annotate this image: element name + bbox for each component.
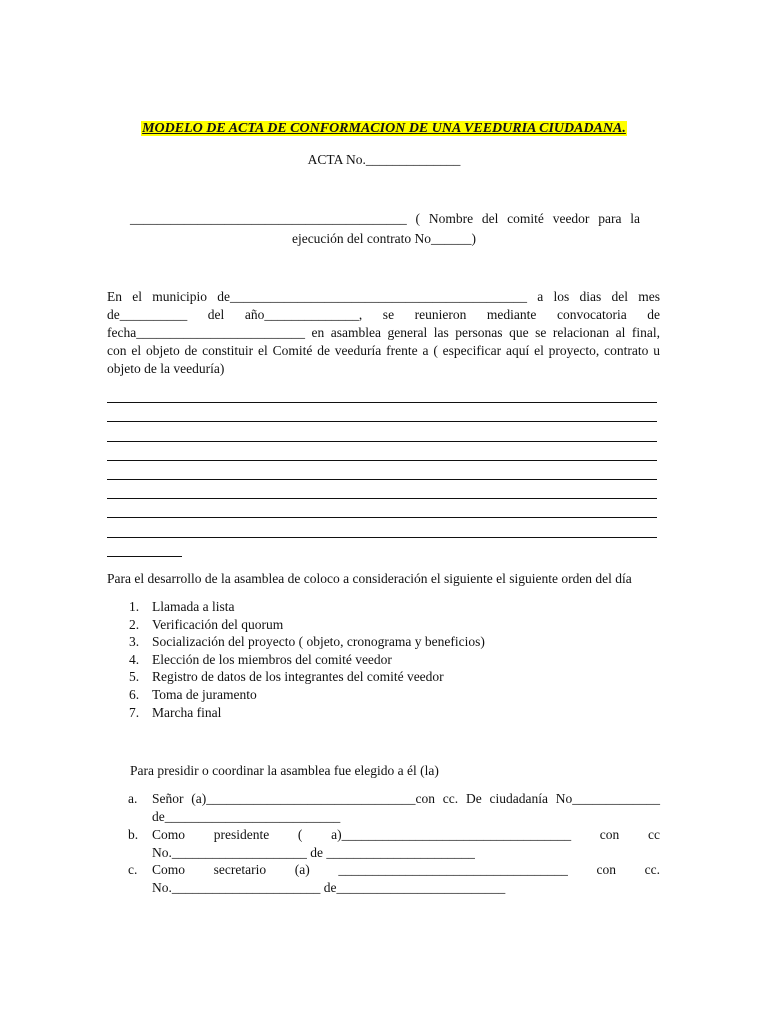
intro-line: objeto de la veeduría) (107, 361, 225, 376)
officer-line: Como secretario (a) __________________________________ con cc. (152, 862, 660, 877)
list-letter: b. (128, 827, 139, 842)
agenda-item: 1. Llamada a lista (129, 599, 235, 614)
officer-line: de__________________________ (152, 809, 341, 824)
agenda-item: 6. Toma de juramento (129, 686, 257, 702)
officer-entry-secretario (128, 861, 660, 897)
committee-name-line: _________________________________________ ( Nombre del comité veedor para la (130, 211, 640, 226)
officer-line: Señor (a)_______________________________con cc. De ciudadanía No_____________ (152, 791, 660, 806)
blank-rule (107, 498, 657, 499)
agenda-item: 4. Elección de los miembros del comité veedor (129, 651, 392, 667)
blank-rule (107, 460, 657, 461)
blank-rule (107, 517, 657, 518)
intro-line: con el objeto de constituir el Comité de veeduría frente a ( especificar aquí el proyecto, contrato u (107, 343, 660, 358)
intro-line: En el municipio de____________________________________________ a los dias del mes (107, 289, 660, 304)
blank-rule-short (107, 556, 182, 557)
agenda-item: 2. Verificación del quorum (129, 616, 284, 632)
acta-number: ACTA No.______________ (307, 152, 461, 167)
document-title: MODELO DE ACTA DE CONFORMACION DE UNA VEEDURIA CIUDADANA. (142, 121, 626, 136)
blank-rule (107, 537, 657, 538)
blank-rule (107, 479, 657, 480)
blank-rule (107, 441, 657, 442)
list-letter: c. (128, 862, 138, 877)
contract-number-line: ejecución del contrato No______) (291, 231, 477, 246)
intro-line: de__________ del año______________, se reunieron mediante convocatoria de (107, 307, 660, 322)
agenda-item: 5. Registro de datos de los integrantes del comité veedor (129, 669, 444, 685)
officer-line: No.____________________ de ______________________ (152, 845, 475, 860)
blank-rule (107, 421, 657, 422)
agenda-intro: Para el desarrollo de la asamblea de coloco a consideración el siguiente el siguiente orden del día (107, 571, 632, 586)
intro-paragraph (107, 288, 660, 378)
agenda-item: 7. Marcha final (129, 704, 222, 720)
preside-text: Para presidir o coordinar la asamblea fue elegido a él (la) (130, 763, 439, 778)
agenda-list (107, 598, 485, 721)
blank-rule (107, 402, 657, 403)
officer-entry-presidente (128, 826, 660, 862)
list-letter: a. (128, 791, 138, 806)
agenda-item: 3. Socialización del proyecto ( objeto, cronograma y beneficios) (129, 634, 485, 650)
officer-line: No.______________________ de_________________________ (152, 880, 506, 895)
officer-entry-senor (128, 790, 660, 826)
officer-line: Como presidente ( a)__________________________________ con cc (152, 827, 660, 842)
intro-line: fecha_________________________ en asamblea general las personas que se relacionan al final, (107, 325, 660, 340)
